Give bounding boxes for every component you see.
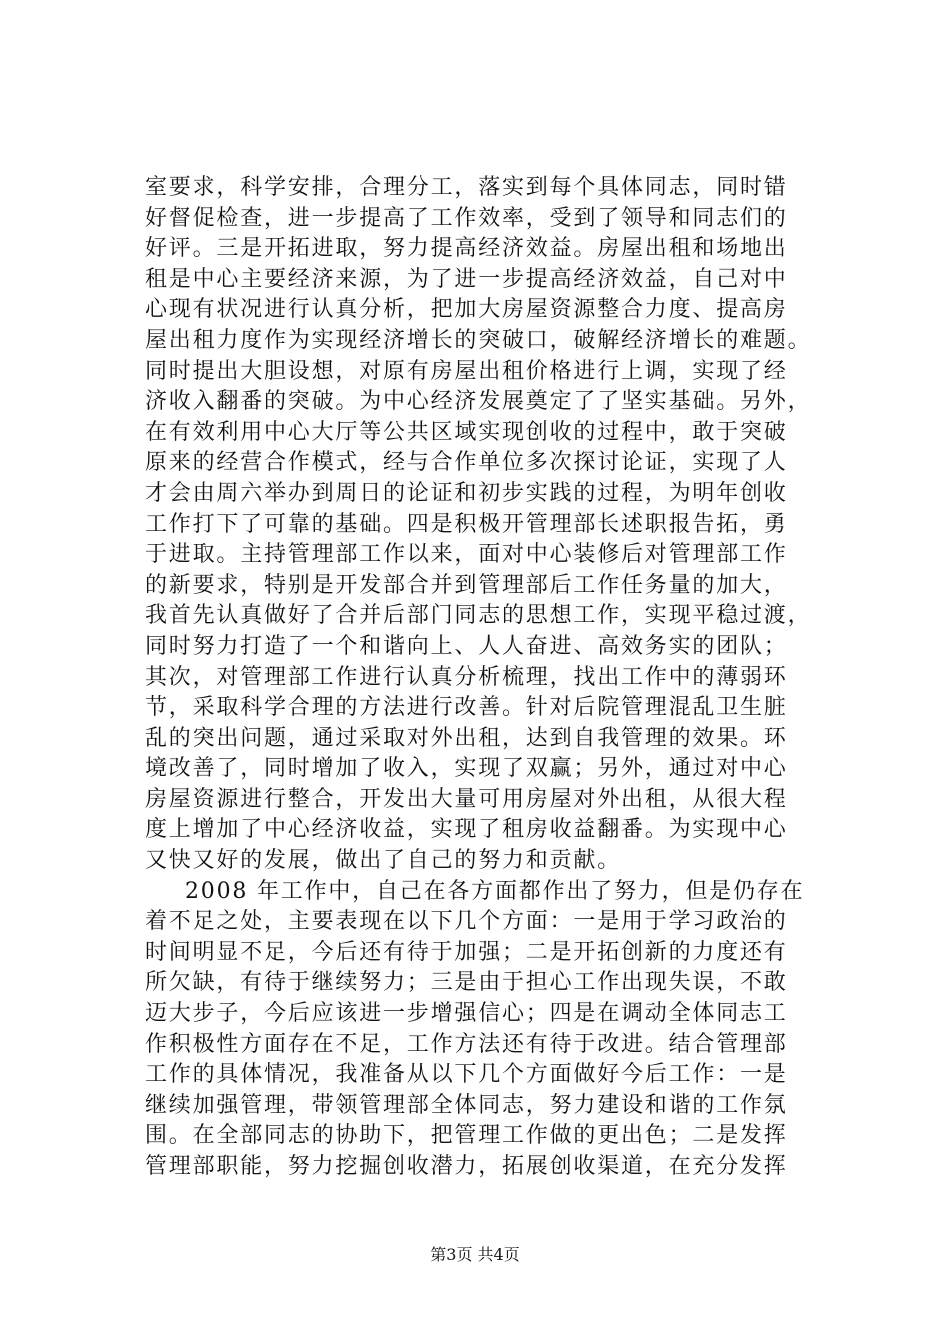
text-line: 又快又好的发展，做出了自己的努力和贡献。 xyxy=(145,848,622,874)
text-line: 屋出租力度作为实现经济增长的突破口，破解经济增长的难题。 xyxy=(145,327,812,353)
text-line: 好评。三是开拓进取，努力提高经济效益。房屋出租和场地出 xyxy=(145,236,788,262)
text-line: 节，采取科学合理的方法进行改善。针对后院管理混乱卫生脏 xyxy=(145,695,788,721)
text-line: 租是中心主要经济来源，为了进一步提高经济效益，自己对中 xyxy=(145,266,788,292)
text-line: 作积极性方面存在不足，工作方法还有待于改进。结合管理部 xyxy=(145,1031,788,1057)
text-line: 同时提出大胆设想，对原有房屋出租价格进行上调，实现了经 xyxy=(145,358,788,384)
body-text xyxy=(145,173,845,1183)
text-line: 乱的突出问题，通过采取对外出租，达到自我管理的效果。环 xyxy=(145,725,788,751)
page-number-footer: 第3页 共4页 xyxy=(430,1245,520,1264)
text-line: 的新要求，特别是开发部合并到管理部后工作任务量的加大， xyxy=(145,572,788,598)
text-line: 继续加强管理，带领管理部全体同志，努力建设和谐的工作氛 xyxy=(145,1092,788,1118)
text-line: 于进取。主持管理部工作以来，面对中心装修后对管理部工作 xyxy=(145,542,788,568)
paragraph-first-line: 2008 年工作中，自己在各方面都作出了努力，但是仍存在 xyxy=(185,878,805,904)
text-line: 时间明显不足，今后还有待于加强；二是开拓创新的力度还有 xyxy=(145,939,788,965)
text-line: 同时努力打造了一个和谐向上、人人奋进、高效务实的团队； xyxy=(145,633,788,659)
text-line: 好督促检查，进一步提高了工作效率，受到了领导和同志们的 xyxy=(145,205,788,231)
text-line: 工作打下了可靠的基础。四是积极开管理部长述职报告拓，勇 xyxy=(145,511,788,537)
text-line: 济收入翻番的突破。为中心经济发展奠定了了坚实基础。另外， xyxy=(145,389,812,415)
text-line: 心现有状况进行认真分析，把加大房屋资源整合力度、提高房 xyxy=(145,297,788,323)
text-line: 工作的具体情况，我准备从以下几个方面做好今后工作：一是 xyxy=(145,1062,788,1088)
text-line: 原来的经营合作模式，经与合作单位多次探讨论证，实现了人 xyxy=(145,450,788,476)
text-line: 围。在全部同志的协助下，把管理工作做的更出色；二是发挥 xyxy=(145,1123,788,1149)
text-line: 在有效利用中心大厅等公共区域实现创收的过程中，敢于突破 xyxy=(145,419,788,445)
text-line: 其次，对管理部工作进行认真分析梳理，找出工作中的薄弱环 xyxy=(145,664,788,690)
text-line: 我首先认真做好了合并后部门同志的思想工作，实现平稳过渡， xyxy=(145,603,812,629)
text-line: 室要求，科学安排，合理分工，落实到每个具体同志，同时错 xyxy=(145,175,788,200)
text-line: 迈大步子，今后应该进一步增强信心；四是在调动全体同志工 xyxy=(145,1001,788,1027)
text-line: 房屋资源进行整合，开发出大量可用房屋对外出租，从很大程 xyxy=(145,786,788,812)
text-line: 才会由周六举办到周日的论证和初步实践的过程，为明年创收 xyxy=(145,480,788,506)
text-line: 管理部职能，努力挖掘创收潜力，拓展创收渠道，在充分发挥 xyxy=(145,1154,788,1179)
text-line: 境改善了，同时增加了收入，实现了双赢；另外，通过对中心 xyxy=(145,756,788,782)
text-line: 度上增加了中心经济收益，实现了租房收益翻番。为实现中心 xyxy=(145,817,788,843)
text-line: 所欠缺，有待于继续努力；三是由于担心工作出现失误，不敢 xyxy=(145,970,788,996)
text-line: 着不足之处，主要表现在以下几个方面：一是用于学习政治的 xyxy=(145,909,788,935)
